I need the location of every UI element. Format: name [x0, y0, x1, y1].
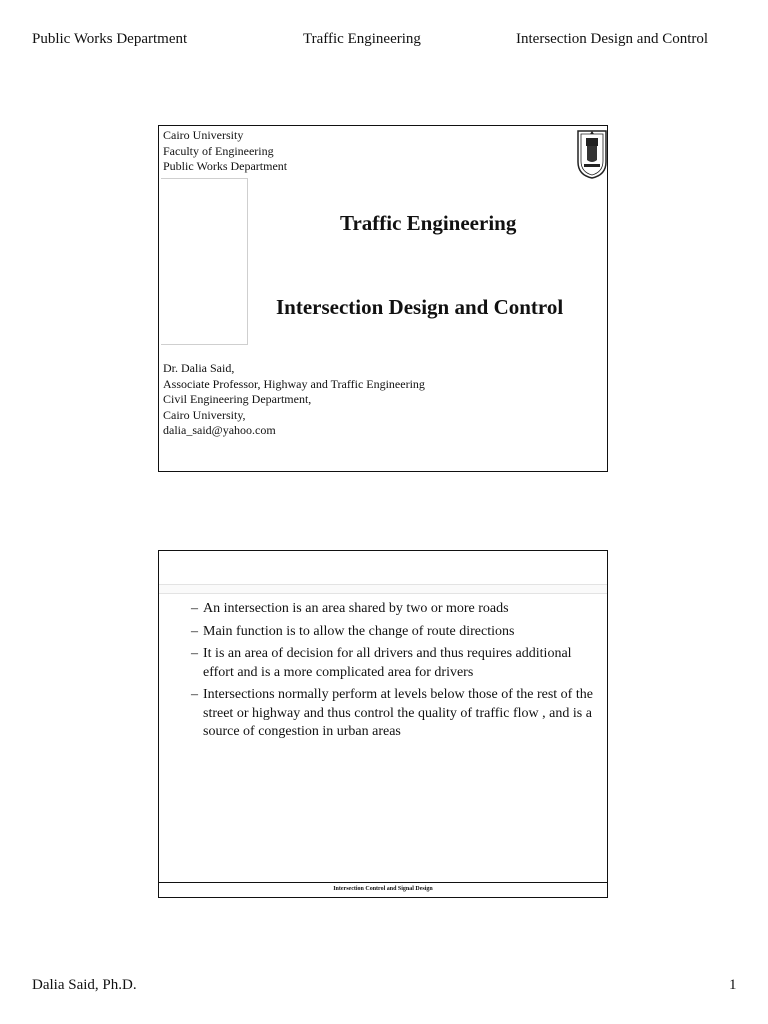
page-number: 1	[729, 977, 737, 993]
slide-footer: Intersection Control and Signal Design	[333, 886, 433, 892]
author-line: Associate Professor, Highway and Traffic Engineering	[163, 376, 425, 391]
author-block	[163, 361, 425, 439]
bullet-list	[191, 600, 601, 746]
bullet-text: Intersections normally perform at levels below those of the rest of the street or highway and thus control the quality of traffic flow , and is a source of congestion in urban areas	[203, 687, 593, 739]
bullet-text: An intersection is an area shared by two or more roads	[203, 601, 509, 616]
institution-line: Cairo University	[163, 128, 244, 142]
bullet-item	[191, 600, 601, 619]
dash-icon: –	[191, 687, 198, 702]
title-band	[159, 584, 607, 594]
institution-block	[163, 128, 287, 175]
university-seal-icon	[575, 128, 609, 180]
author-email: dalia_said@yahoo.com	[163, 423, 276, 437]
bullet-text: Main function is to allow the change of route directions	[203, 623, 515, 639]
dash-icon: –	[191, 646, 198, 661]
footer-author: Dalia Said, Ph.D.	[32, 977, 137, 993]
header-center: Traffic Engineering	[303, 31, 421, 47]
institution-line: Faculty of Engineering	[163, 143, 274, 158]
slide-title: Traffic Engineering	[340, 211, 517, 235]
image-placeholder	[161, 178, 248, 345]
bullet-text: It is an area of decision for all drivers and thus requires additional effort and is a more complicated area for drivers	[203, 646, 572, 680]
bullet-item	[191, 645, 601, 682]
author-line: Dr. Dalia Said,	[163, 361, 235, 375]
header-right: Intersection Design and Control	[516, 31, 709, 47]
bullet-item	[191, 623, 601, 642]
institution-line: Public Works Department	[163, 159, 288, 173]
title-slide	[158, 125, 608, 472]
bullet-item	[191, 686, 601, 742]
dash-icon: –	[191, 623, 198, 639]
content-slide	[158, 550, 608, 898]
author-line: Civil Engineering Department,	[163, 392, 312, 406]
footer-divider	[159, 882, 607, 883]
slide-subtitle: Intersection Design and Control	[276, 295, 564, 319]
dash-icon: –	[191, 601, 198, 616]
header-left: Public Works Department	[32, 31, 188, 47]
author-line: Cairo University,	[163, 407, 246, 422]
